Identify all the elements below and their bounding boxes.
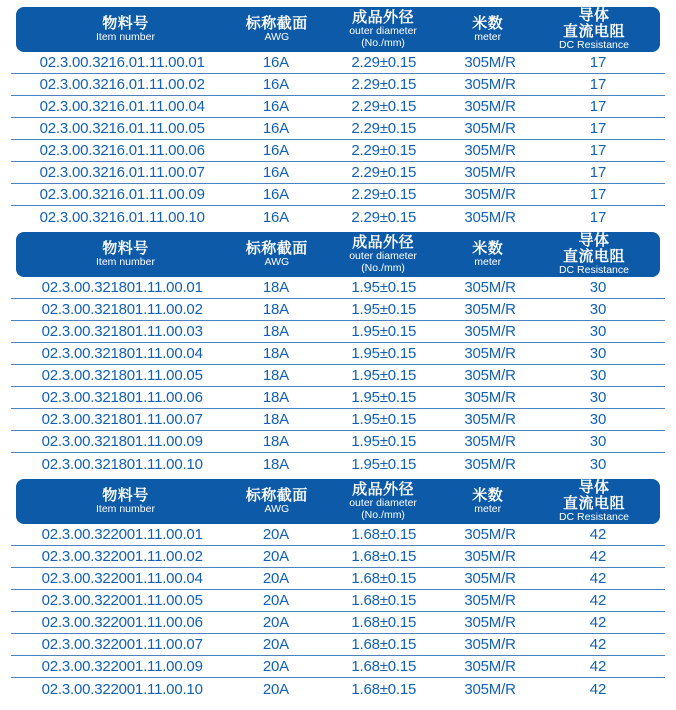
column-header-awg-zh: 标称截面 [245, 239, 308, 257]
cell-meter: 305M/R [464, 301, 516, 318]
cell-awg: 16A [262, 98, 289, 115]
cell-dc-resistance: 42 [589, 548, 607, 565]
column-header-outer-diameter [319, 482, 448, 521]
cell-meter: 305M/R [464, 164, 516, 181]
cell-outer-diameter: 1.95±0.15 [351, 345, 417, 362]
cell-outer-diameter: 1.68±0.15 [351, 636, 417, 653]
table-row [11, 590, 665, 612]
table-header-row [16, 232, 660, 277]
cell-outer-diameter: 1.68±0.15 [351, 570, 417, 587]
cell-item-number: 02.3.00.322001.11.00.07 [41, 636, 203, 653]
column-header-item-number-en: Item number [96, 502, 155, 515]
cell-awg: 18A [262, 367, 289, 384]
column-header-dc-resistance [528, 8, 660, 52]
cell-meter: 305M/R [464, 592, 516, 609]
cell-outer-diameter: 2.29±0.15 [351, 76, 417, 93]
cell-dc-resistance: 42 [589, 636, 607, 653]
cell-outer-diameter: 2.29±0.15 [351, 98, 417, 115]
column-header-outer-diameter-en: outer diameter [349, 25, 417, 38]
column-header-meter-zh: 米数 [472, 14, 504, 32]
cell-outer-diameter: 2.29±0.15 [351, 186, 417, 203]
cell-awg: 18A [262, 389, 289, 406]
column-header-meter-zh: 米数 [472, 486, 504, 504]
cell-outer-diameter: 1.95±0.15 [351, 323, 417, 340]
cell-meter: 305M/R [464, 636, 516, 653]
table-row [11, 409, 665, 431]
cell-outer-diameter: 1.95±0.15 [351, 301, 417, 318]
table-row [11, 678, 665, 700]
cell-awg: 16A [262, 76, 289, 93]
cell-awg: 18A [262, 279, 289, 296]
cell-dc-resistance: 42 [589, 570, 607, 587]
table-section [11, 7, 665, 228]
cell-outer-diameter: 2.29±0.15 [351, 54, 417, 71]
cell-dc-resistance: 17 [589, 186, 607, 203]
cell-outer-diameter: 1.95±0.15 [351, 367, 417, 384]
cell-item-number: 02.3.00.3216.01.11.00.02 [39, 76, 205, 93]
cell-dc-resistance: 17 [589, 54, 607, 71]
cell-item-number: 02.3.00.322001.11.00.06 [41, 614, 203, 631]
cell-meter: 305M/R [464, 367, 516, 384]
cell-item-number: 02.3.00.322001.11.00.10 [41, 680, 203, 698]
cell-dc-resistance: 17 [589, 120, 607, 137]
column-header-dc-resistance-en: DC Resistance [558, 39, 629, 52]
cell-outer-diameter: 1.68±0.15 [351, 614, 417, 631]
table-row [11, 656, 665, 678]
cell-meter: 305M/R [464, 120, 516, 137]
cell-outer-diameter: 1.95±0.15 [351, 279, 417, 296]
cell-meter: 305M/R [464, 186, 516, 203]
cell-outer-diameter: 1.68±0.15 [351, 548, 417, 565]
table-row [11, 365, 665, 387]
cell-item-number: 02.3.00.321801.11.00.02 [41, 301, 203, 318]
column-header-meter-en: meter [474, 502, 502, 515]
cell-outer-diameter: 2.29±0.15 [351, 120, 417, 137]
column-header-meter-en: meter [474, 30, 502, 43]
cell-dc-resistance: 30 [589, 411, 607, 428]
column-header-meter-en: meter [474, 255, 502, 268]
cell-item-number: 02.3.00.322001.11.00.01 [41, 526, 203, 543]
cell-item-number: 02.3.00.321801.11.00.07 [41, 411, 203, 428]
cell-item-number: 02.3.00.3216.01.11.00.04 [39, 98, 205, 115]
column-header-awg-zh: 标称截面 [245, 486, 308, 504]
cell-dc-resistance: 42 [589, 526, 607, 543]
column-header-awg [235, 488, 319, 516]
cell-awg: 18A [262, 411, 289, 428]
cell-outer-diameter: 1.68±0.15 [351, 592, 417, 609]
column-header-item-number [16, 488, 235, 516]
cell-dc-resistance: 17 [589, 98, 607, 115]
cell-dc-resistance: 17 [589, 164, 607, 181]
section-rows [11, 277, 665, 475]
cell-awg: 20A [262, 548, 289, 565]
column-header-meter [447, 241, 528, 269]
table-row [11, 453, 665, 475]
table-row [11, 74, 665, 96]
cell-meter: 305M/R [464, 345, 516, 362]
cell-item-number: 02.3.00.322001.11.00.05 [41, 592, 203, 609]
cell-item-number: 02.3.00.322001.11.00.09 [41, 658, 203, 675]
table-row [11, 162, 665, 184]
cell-awg: 16A [262, 120, 289, 137]
column-header-dc-resistance-zh2: 直流电阻 [562, 22, 625, 40]
column-header-awg-en: AWG [264, 30, 290, 43]
cell-meter: 305M/R [464, 570, 516, 587]
table-row [11, 568, 665, 590]
cell-awg: 20A [262, 636, 289, 653]
table-header-row [16, 7, 660, 52]
table-row [11, 184, 665, 206]
cell-item-number: 02.3.00.3216.01.11.00.10 [39, 208, 205, 226]
cell-dc-resistance: 42 [589, 592, 607, 609]
column-header-dc-resistance-zh: 导体 [578, 6, 610, 24]
table-row [11, 546, 665, 568]
column-header-dc-resistance-zh: 导体 [578, 478, 610, 496]
cell-dc-resistance: 17 [589, 208, 607, 226]
cell-awg: 16A [262, 164, 289, 181]
table-row [11, 387, 665, 409]
cell-meter: 305M/R [464, 323, 516, 340]
column-header-meter [447, 488, 528, 516]
cell-dc-resistance: 42 [589, 658, 607, 675]
column-header-dc-resistance-en: DC Resistance [558, 511, 629, 524]
cell-awg: 20A [262, 658, 289, 675]
cell-outer-diameter: 2.29±0.15 [351, 142, 417, 159]
cell-dc-resistance: 30 [589, 279, 607, 296]
cell-dc-resistance: 30 [589, 455, 607, 473]
cell-awg: 20A [262, 614, 289, 631]
cell-item-number: 02.3.00.3216.01.11.00.01 [39, 54, 205, 71]
cell-item-number: 02.3.00.3216.01.11.00.09 [39, 186, 205, 203]
column-header-outer-diameter-en: outer diameter [349, 250, 417, 263]
table-row [11, 206, 665, 228]
cell-outer-diameter: 1.95±0.15 [351, 411, 417, 428]
cell-meter: 305M/R [464, 54, 516, 71]
column-header-outer-diameter [319, 10, 448, 49]
column-header-outer-diameter [319, 235, 448, 274]
cell-meter: 305M/R [464, 411, 516, 428]
cell-meter: 305M/R [464, 279, 516, 296]
cell-outer-diameter: 1.95±0.15 [351, 433, 417, 450]
table-row [11, 277, 665, 299]
cell-meter: 305M/R [464, 142, 516, 159]
column-header-item-number-zh: 物料号 [102, 14, 149, 32]
cell-outer-diameter: 1.68±0.15 [351, 680, 417, 698]
column-header-outer-diameter-zh: 成品外径 [352, 9, 415, 27]
column-header-awg [235, 16, 319, 44]
cell-awg: 20A [262, 592, 289, 609]
cell-dc-resistance: 30 [589, 367, 607, 384]
table-row [11, 96, 665, 118]
cell-meter: 305M/R [464, 76, 516, 93]
cell-meter: 305M/R [464, 208, 516, 226]
column-header-dc-resistance-en: DC Resistance [558, 264, 629, 277]
cell-item-number: 02.3.00.321801.11.00.03 [41, 323, 203, 340]
cell-dc-resistance: 30 [589, 323, 607, 340]
column-header-dc-resistance [528, 480, 660, 524]
table-row [11, 321, 665, 343]
cell-item-number: 02.3.00.322001.11.00.04 [41, 570, 203, 587]
cell-awg: 16A [262, 54, 289, 71]
column-header-outer-diameter-en2: (No./mm) [361, 508, 405, 521]
cell-outer-diameter: 1.68±0.15 [351, 658, 417, 675]
cell-outer-diameter: 2.29±0.15 [351, 208, 417, 226]
cell-awg: 18A [262, 301, 289, 318]
column-header-item-number-en: Item number [96, 30, 155, 43]
table-row [11, 343, 665, 365]
cell-meter: 305M/R [464, 389, 516, 406]
column-header-dc-resistance-zh: 导体 [578, 231, 610, 249]
cell-item-number: 02.3.00.3216.01.11.00.06 [39, 142, 205, 159]
cell-outer-diameter: 1.95±0.15 [351, 389, 417, 406]
cell-meter: 305M/R [464, 433, 516, 450]
table-section [11, 232, 665, 475]
cell-item-number: 02.3.00.321801.11.00.01 [41, 279, 203, 296]
cell-dc-resistance: 30 [589, 301, 607, 318]
table-row [11, 118, 665, 140]
section-rows [11, 52, 665, 228]
column-header-awg [235, 241, 319, 269]
column-header-outer-diameter-zh: 成品外径 [352, 481, 415, 499]
column-header-dc-resistance-zh2: 直流电阻 [562, 494, 625, 512]
table-section [11, 479, 665, 700]
cell-item-number: 02.3.00.3216.01.11.00.07 [39, 164, 205, 181]
table-row [11, 612, 665, 634]
column-header-meter [447, 16, 528, 44]
table-header-row [16, 479, 660, 524]
table-row [11, 634, 665, 656]
column-header-item-number [16, 16, 235, 44]
cell-item-number: 02.3.00.3216.01.11.00.05 [39, 120, 205, 137]
column-header-outer-diameter-en: outer diameter [349, 497, 417, 510]
cell-awg: 18A [262, 433, 289, 450]
section-rows [11, 524, 665, 700]
column-header-awg-en: AWG [264, 255, 290, 268]
cell-meter: 305M/R [464, 614, 516, 631]
table-row [11, 299, 665, 321]
column-header-dc-resistance-zh2: 直流电阻 [562, 247, 625, 265]
cell-meter: 305M/R [464, 680, 516, 698]
table-row [11, 524, 665, 546]
cell-awg: 16A [262, 186, 289, 203]
cell-awg: 20A [262, 526, 289, 543]
column-header-awg-zh: 标称截面 [245, 14, 308, 32]
column-header-outer-diameter-en2: (No./mm) [361, 261, 405, 274]
column-header-meter-zh: 米数 [472, 239, 504, 257]
column-header-item-number-zh: 物料号 [102, 239, 149, 257]
cell-item-number: 02.3.00.322001.11.00.02 [41, 548, 203, 565]
cell-item-number: 02.3.00.321801.11.00.10 [41, 455, 203, 473]
cell-dc-resistance: 17 [589, 76, 607, 93]
cell-meter: 305M/R [464, 658, 516, 675]
cell-dc-resistance: 30 [589, 389, 607, 406]
cell-awg: 18A [262, 345, 289, 362]
column-header-item-number-zh: 物料号 [102, 486, 149, 504]
column-header-item-number-en: Item number [96, 255, 155, 268]
cell-dc-resistance: 42 [589, 614, 607, 631]
cell-item-number: 02.3.00.321801.11.00.05 [41, 367, 203, 384]
cell-meter: 305M/R [464, 526, 516, 543]
cell-awg: 18A [262, 323, 289, 340]
cell-outer-diameter: 1.95±0.15 [351, 455, 417, 473]
table-row [11, 431, 665, 453]
cell-awg: 16A [262, 142, 289, 159]
column-header-item-number [16, 241, 235, 269]
cell-awg: 16A [262, 208, 289, 226]
cell-dc-resistance: 42 [589, 680, 607, 698]
cell-dc-resistance: 30 [589, 345, 607, 362]
cell-meter: 305M/R [464, 548, 516, 565]
column-header-outer-diameter-zh: 成品外径 [352, 234, 415, 252]
cell-awg: 20A [262, 570, 289, 587]
cell-item-number: 02.3.00.321801.11.00.09 [41, 433, 203, 450]
cell-dc-resistance: 30 [589, 433, 607, 450]
cell-outer-diameter: 1.68±0.15 [351, 526, 417, 543]
cell-outer-diameter: 2.29±0.15 [351, 164, 417, 181]
column-header-dc-resistance [528, 233, 660, 277]
cell-awg: 20A [262, 680, 289, 698]
table-row [11, 52, 665, 74]
cell-item-number: 02.3.00.321801.11.00.06 [41, 389, 203, 406]
table-row [11, 140, 665, 162]
column-header-awg-en: AWG [264, 502, 290, 515]
cell-item-number: 02.3.00.321801.11.00.04 [41, 345, 203, 362]
column-header-outer-diameter-en2: (No./mm) [361, 36, 405, 49]
cell-meter: 305M/R [464, 455, 516, 473]
cell-dc-resistance: 17 [589, 142, 607, 159]
cell-awg: 18A [262, 455, 289, 473]
cell-meter: 305M/R [464, 98, 516, 115]
